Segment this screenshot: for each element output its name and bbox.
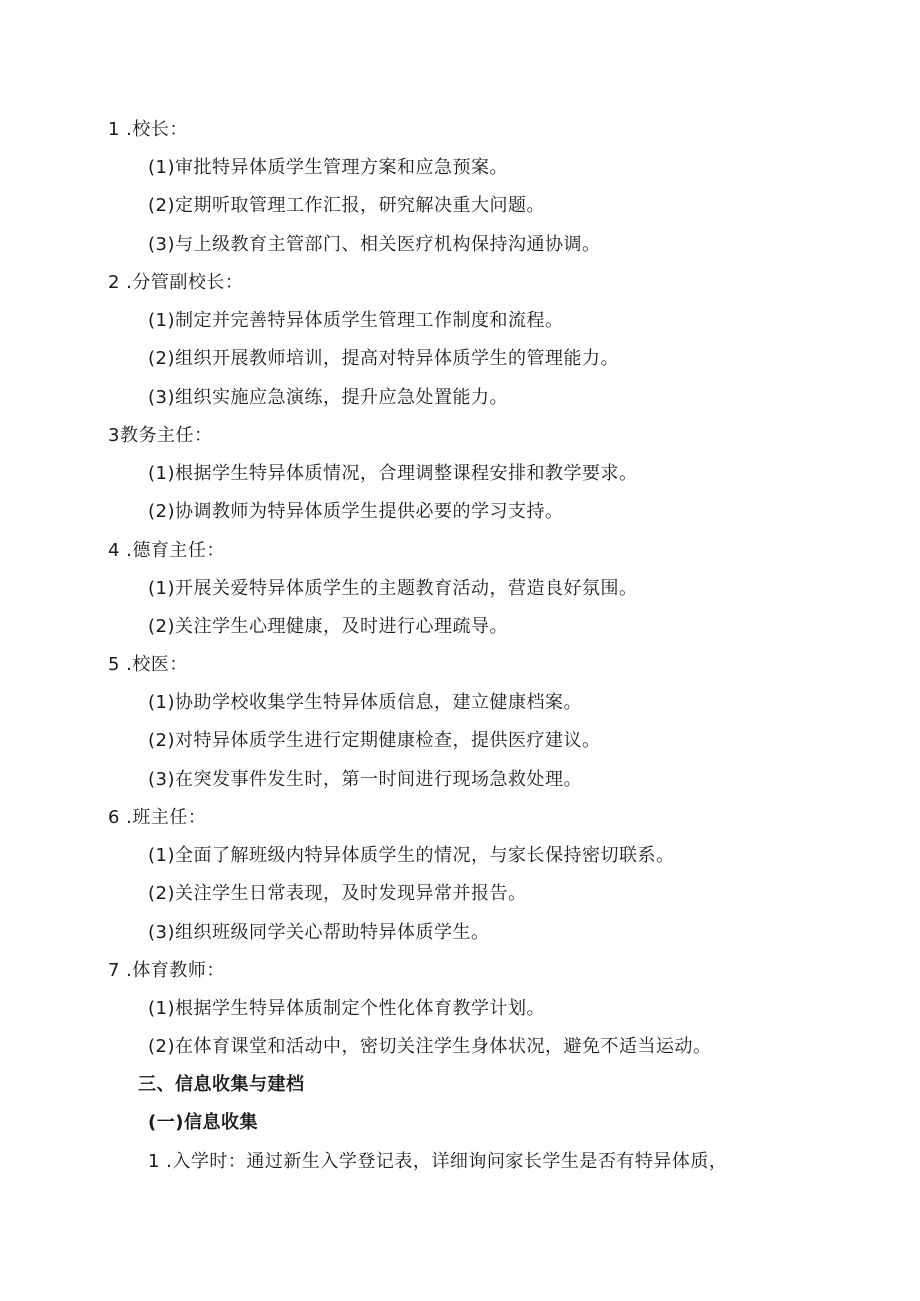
role-title-vice-principal: 2 .分管副校长： <box>108 272 244 293</box>
duty-item: (2)关注学生日常表现，及时发现异常并报告。 <box>148 883 527 904</box>
role-title-academic-director: 3教务主任： <box>108 425 213 446</box>
duty-item: (1)审批特异体质学生管理方案和应急预案。 <box>148 157 508 178</box>
role-title-school-doctor: 5 .校医： <box>108 654 188 675</box>
duty-item: (2)关注学生心理健康，及时进行心理疏导。 <box>148 616 508 637</box>
duty-item: (1)根据学生特异体质制定个性化体育教学计划。 <box>148 998 545 1019</box>
duty-item: (1)协助学校收集学生特异体质信息，建立健康档案。 <box>148 692 582 713</box>
duty-item: (1)制定并完善特异体质学生管理工作制度和流程。 <box>148 310 564 331</box>
duty-item: (1)开展关爱特异体质学生的主题教育活动，营造良好氛围。 <box>148 578 638 599</box>
duty-item: (2)组织开展教师培训，提高对特异体质学生的管理能力。 <box>148 348 619 369</box>
duty-item: (3)在突发事件发生时，第一时间进行现场急救处理。 <box>148 769 582 790</box>
duty-item: (1)全面了解班级内特异体质学生的情况，与家长保持密切联系。 <box>148 845 675 866</box>
duty-item: (2)对特异体质学生进行定期健康检查，提供医疗建议。 <box>148 730 601 751</box>
duty-item: (2)定期听取管理工作汇报，研究解决重大问题。 <box>148 195 545 216</box>
role-title-principal: 1 .校长： <box>108 119 188 140</box>
body-paragraph: 1 .入学时：通过新生入学登记表，详细询问家长学生是否有特异体质， <box>148 1151 728 1172</box>
duty-item: (3)与上级教育主管部门、相关医疗机构保持沟通协调。 <box>148 234 601 255</box>
section-heading: 三、信息收集与建档 <box>138 1074 305 1095</box>
role-title-head-teacher: 6 .班主任： <box>108 807 207 828</box>
duty-item: (2)协调教师为特异体质学生提供必要的学习支持。 <box>148 501 564 522</box>
role-title-moral-education-director: 4 .德育主任： <box>108 540 225 561</box>
duty-item: (3)组织班级同学关心帮助特异体质学生。 <box>148 922 490 943</box>
role-title-pe-teacher: 7 .体育教师： <box>108 960 225 981</box>
duty-item: (3)组织实施应急演练，提升应急处置能力。 <box>148 387 508 408</box>
duty-item: (1)根据学生特异体质情况，合理调整课程安排和教学要求。 <box>148 463 638 484</box>
duty-item: (2)在体育课堂和活动中，密切关注学生身体状况，避免不适当运动。 <box>148 1036 712 1057</box>
subsection-heading: (一)信息收集 <box>148 1112 258 1133</box>
